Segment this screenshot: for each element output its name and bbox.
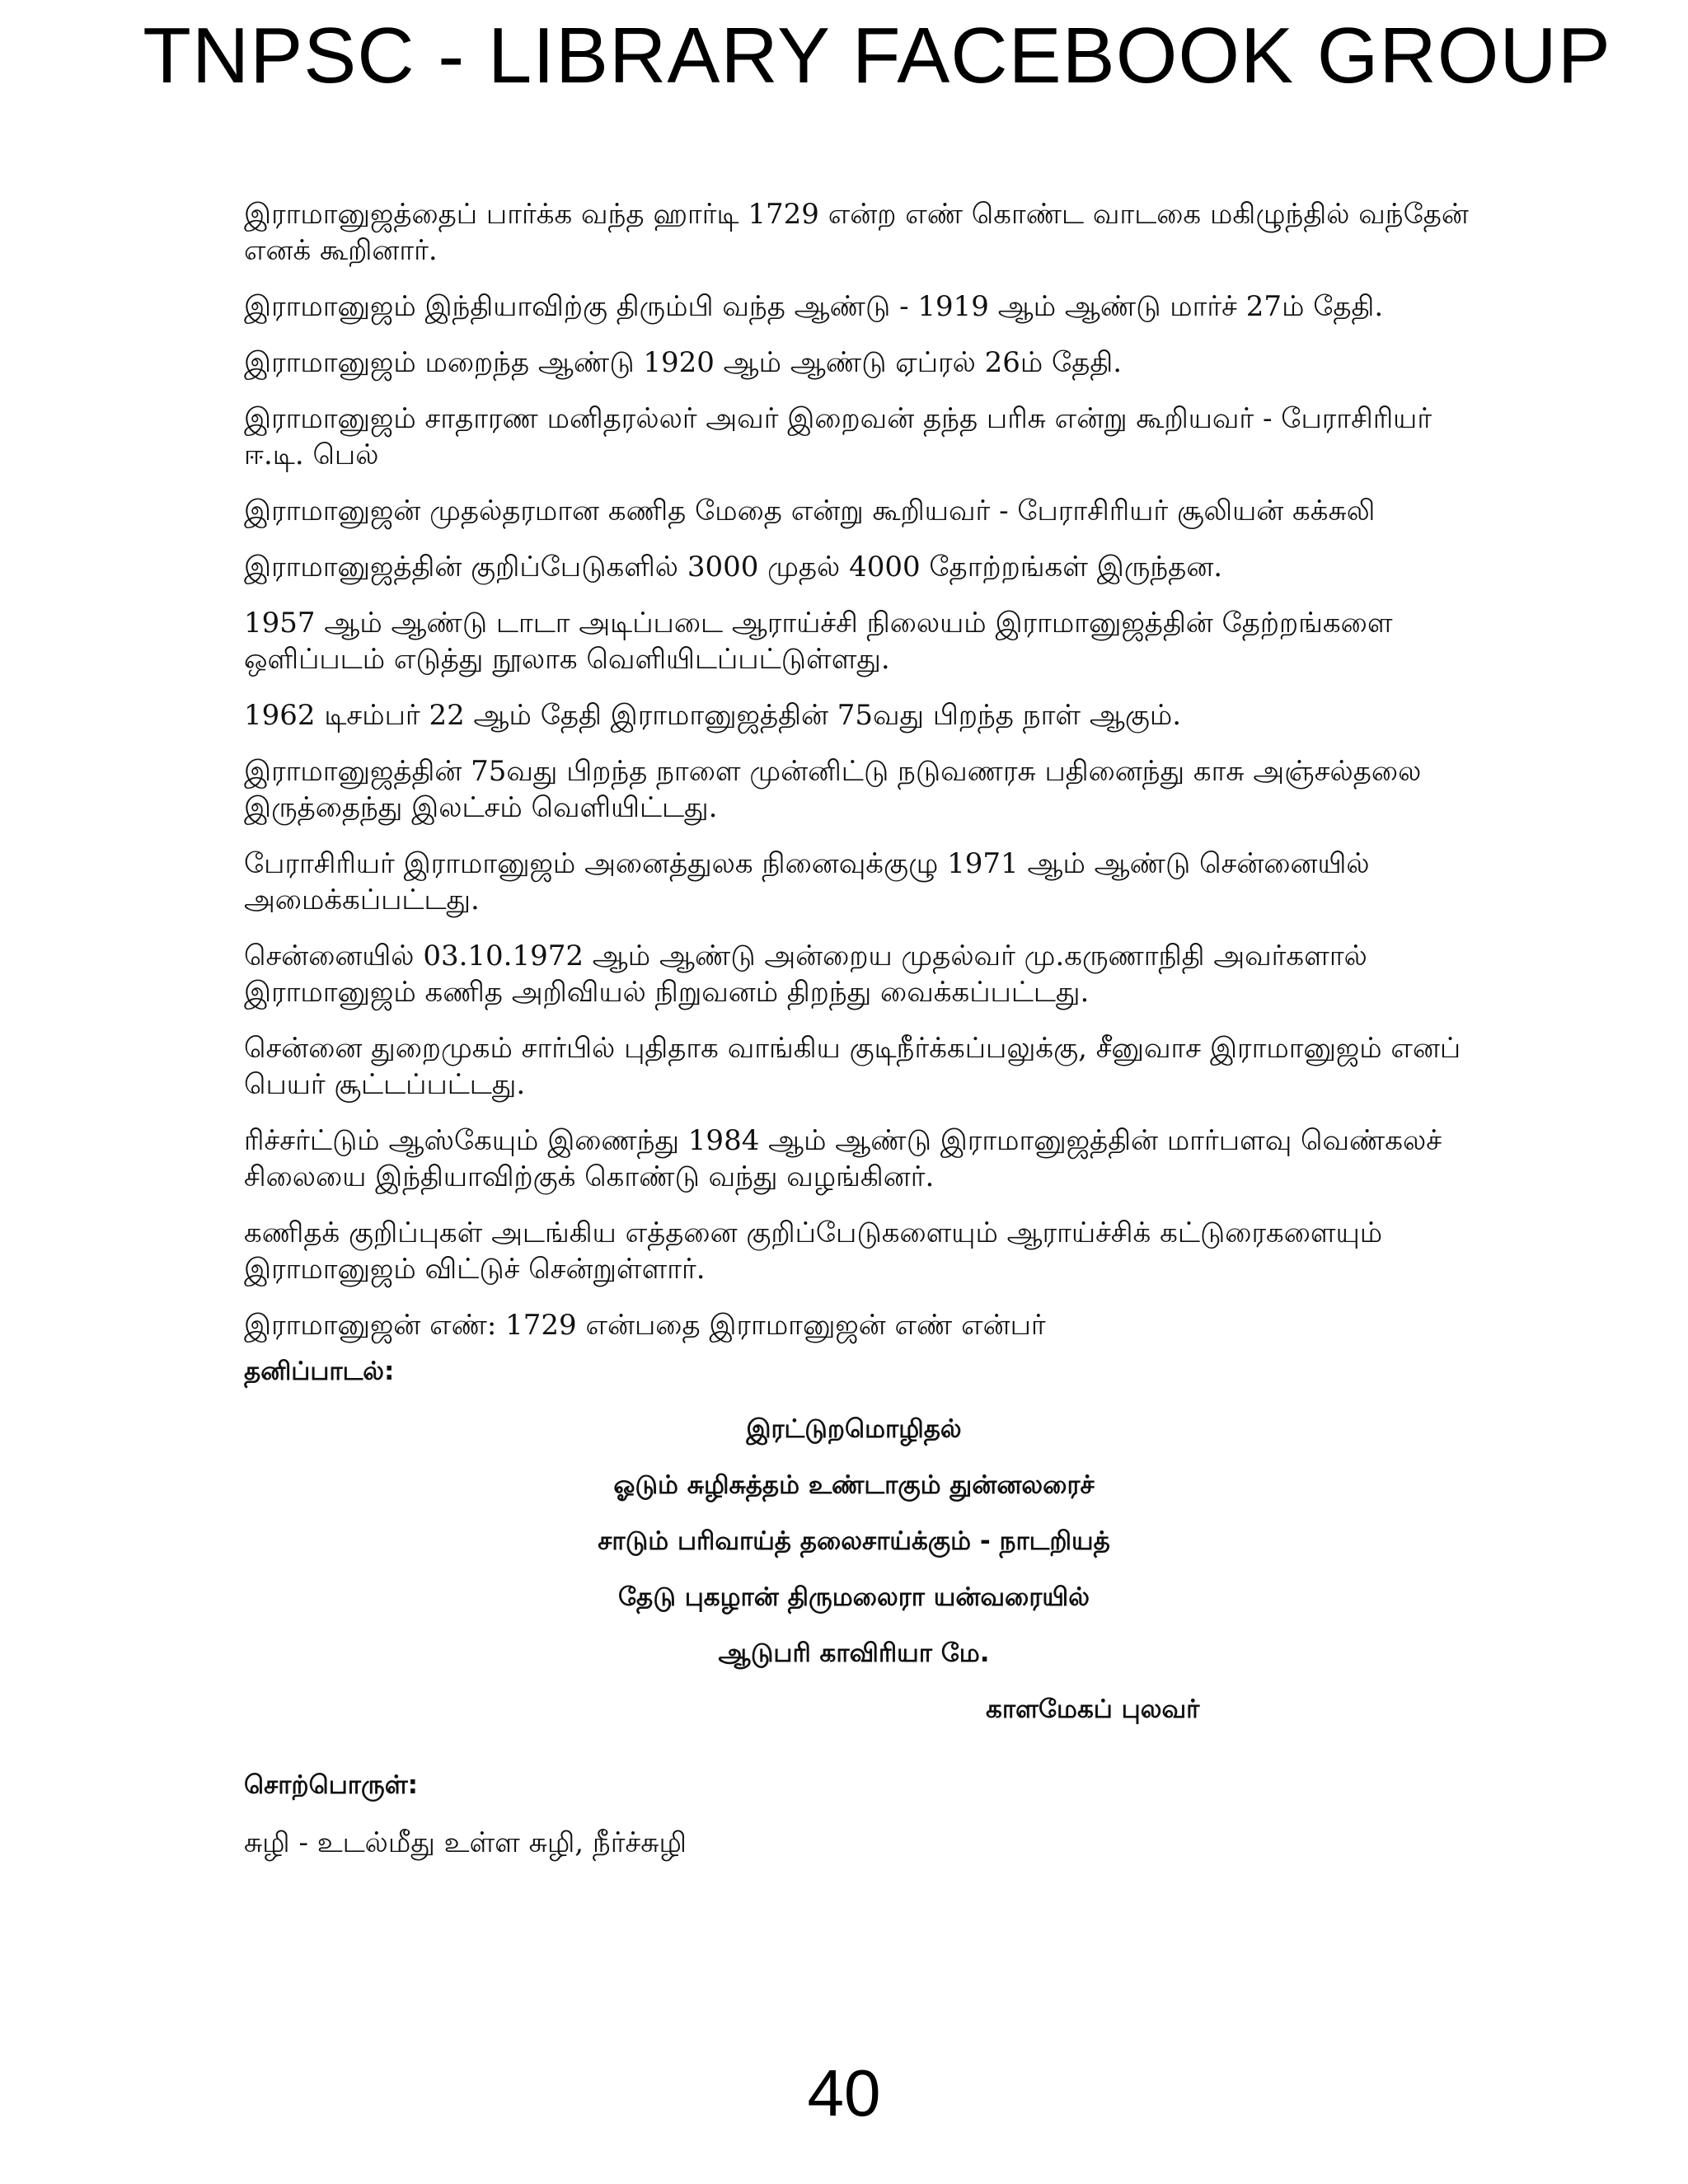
paragraph-ship-naming: சென்னை துறைமுகம் சார்பில் புதிதாக வாங்கிய குடிநீர்க்கப்பலுக்கு, சீனுவாச இராமானுஜம் எனப் பெயர் சூட்டப்பட்டது. [244,1032,1461,1101]
paragraph-memorial-1971: பேராசிரியர் இராமானுஜம் அனைத்துலக நினைவுக்குழு 1971 ஆம் ஆண்டு சென்னையில் அமைக்கப்பட்டது. [244,847,1370,916]
paragraph-hardy-1729: இராமானுஜத்தைப் பார்க்க வந்த ஹார்டி 1729 என்ற எண் கொண்ட வாடகை மகிழுந்தில் வந்தேன் எனக் கூறினார். [244,198,1469,267]
page-number: 40 [807,2056,881,2130]
page-header-title: TNPSC - LIBRARY FACEBOOK GROUP [143,12,1611,100]
paragraph-notebooks: இராமானுஜத்தின் குறிப்பேடுகளில் 3000 முதல் 4000 தோற்றங்கள் இருந்தன. [244,551,1223,583]
poem-line: ஆடுபரி காவிரியா மே. [718,1638,990,1668]
poem-line: சாடும் பரிவாய்த் தலைசாய்க்கும் - நாடறியத் [598,1526,1110,1556]
paragraph-death-1920: இராமானுஜம் மறைந்த ஆண்டு 1920 ஆம் ஆண்டு ஏப்ரல் 26ம் தேதி. [244,346,1123,379]
paragraph-return-1919: இராமானுஜம் இந்தியாவிற்கு திரும்பி வந்த ஆண்டு - 1919 ஆம் ஆண்டு மார்ச் 27ம் தேதி. [244,290,1384,323]
poem-author: காளமேகப் புலவர் [986,1694,1200,1724]
glossary-entry: சுழி - உடல்மீது உள்ள சுழி, நீர்ச்சுழி [244,1826,687,1859]
poem-block [244,1411,1497,1727]
glossary-heading: சொற்பொருள்: [244,1770,419,1800]
paragraph-institute-1972: சென்னையில் 03.10.1972 ஆம் ஆண்டு அன்றைய முதல்வர் மு.கருணாநிதி அவர்களால் இராமானுஜம் கணித அறிவியல் நிறுவனம் திறந்து வைக்கப்பட்டது. [244,940,1367,1009]
poem-line: தேடு புகழான் திருமலைரா யன்வரையில் [618,1582,1090,1612]
poem-line: ஓடும் சுழிசுத்தம் உண்டாகும் துன்னலரைச் [613,1470,1095,1500]
paragraph-bell-quote: இராமானுஜம் சாதாரண மனிதரல்லர் அவர் இறைவன் தந்த பரிசு என்று கூறியவர் - பேராசிரியர் ஈ.டி. பெல் [244,402,1432,471]
paragraph-papers: கணிதக் குறிப்புகள் அடங்கிய எத்தனை குறிப்பேடுகளையும் ஆராய்ச்சிக் கட்டுரைகளையும் இராமானுஜம் விட்டுச் சென்றுள்ளார். [244,1216,1383,1286]
document-body [244,196,1497,1861]
paragraph-ramanujan-number: இராமானுஜன் எண்: 1729 என்பதை இராமானுஜன் எண் என்பர் [244,1309,1046,1342]
poem-line: இரட்டுறமொழிதல் [746,1414,962,1444]
paragraph-huxley-quote: இராமானுஜன் முதல்தரமான கணித மேதை என்று கூறியவர் - பேராசிரியர் சூலியன் கக்சுலி [244,494,1376,527]
paragraph-bust-1984: ரிச்சர்ட்டும் ஆஸ்கேயும் இணைந்து 1984 ஆம் ஆண்டு இராமானுஜத்தின் மார்பளவு வெண்கலச் சிலையை இந்தியாவிற்குக் கொண்டு வந்து வழங்கினர். [244,1124,1442,1193]
poem-section-heading: தனிப்பாடல்: [244,1357,395,1386]
paragraph-tata-1957: 1957 ஆம் ஆண்டு டாடா அடிப்படை ஆராய்ச்சி நிலையம் இராமானுஜத்தின் தேற்றங்களை ஒளிப்படம் எடுத்து நூலாக வெளியிடப்பட்டுள்ளது. [244,607,1393,676]
paragraph-birthday-1962: 1962 டிசம்பர் 22 ஆம் தேதி இராமானுஜத்தின் 75வது பிறந்த நாள் ஆகும். [244,699,1182,732]
paragraph-stamp: இராமானுஜத்தின் 75வது பிறந்த நாளை முன்னிட்டு நடுவணரசு பதினைந்து காசு அஞ்சல்தலை இருத்தைந்து இலட்சம் வெளியிட்டது. [244,755,1422,824]
